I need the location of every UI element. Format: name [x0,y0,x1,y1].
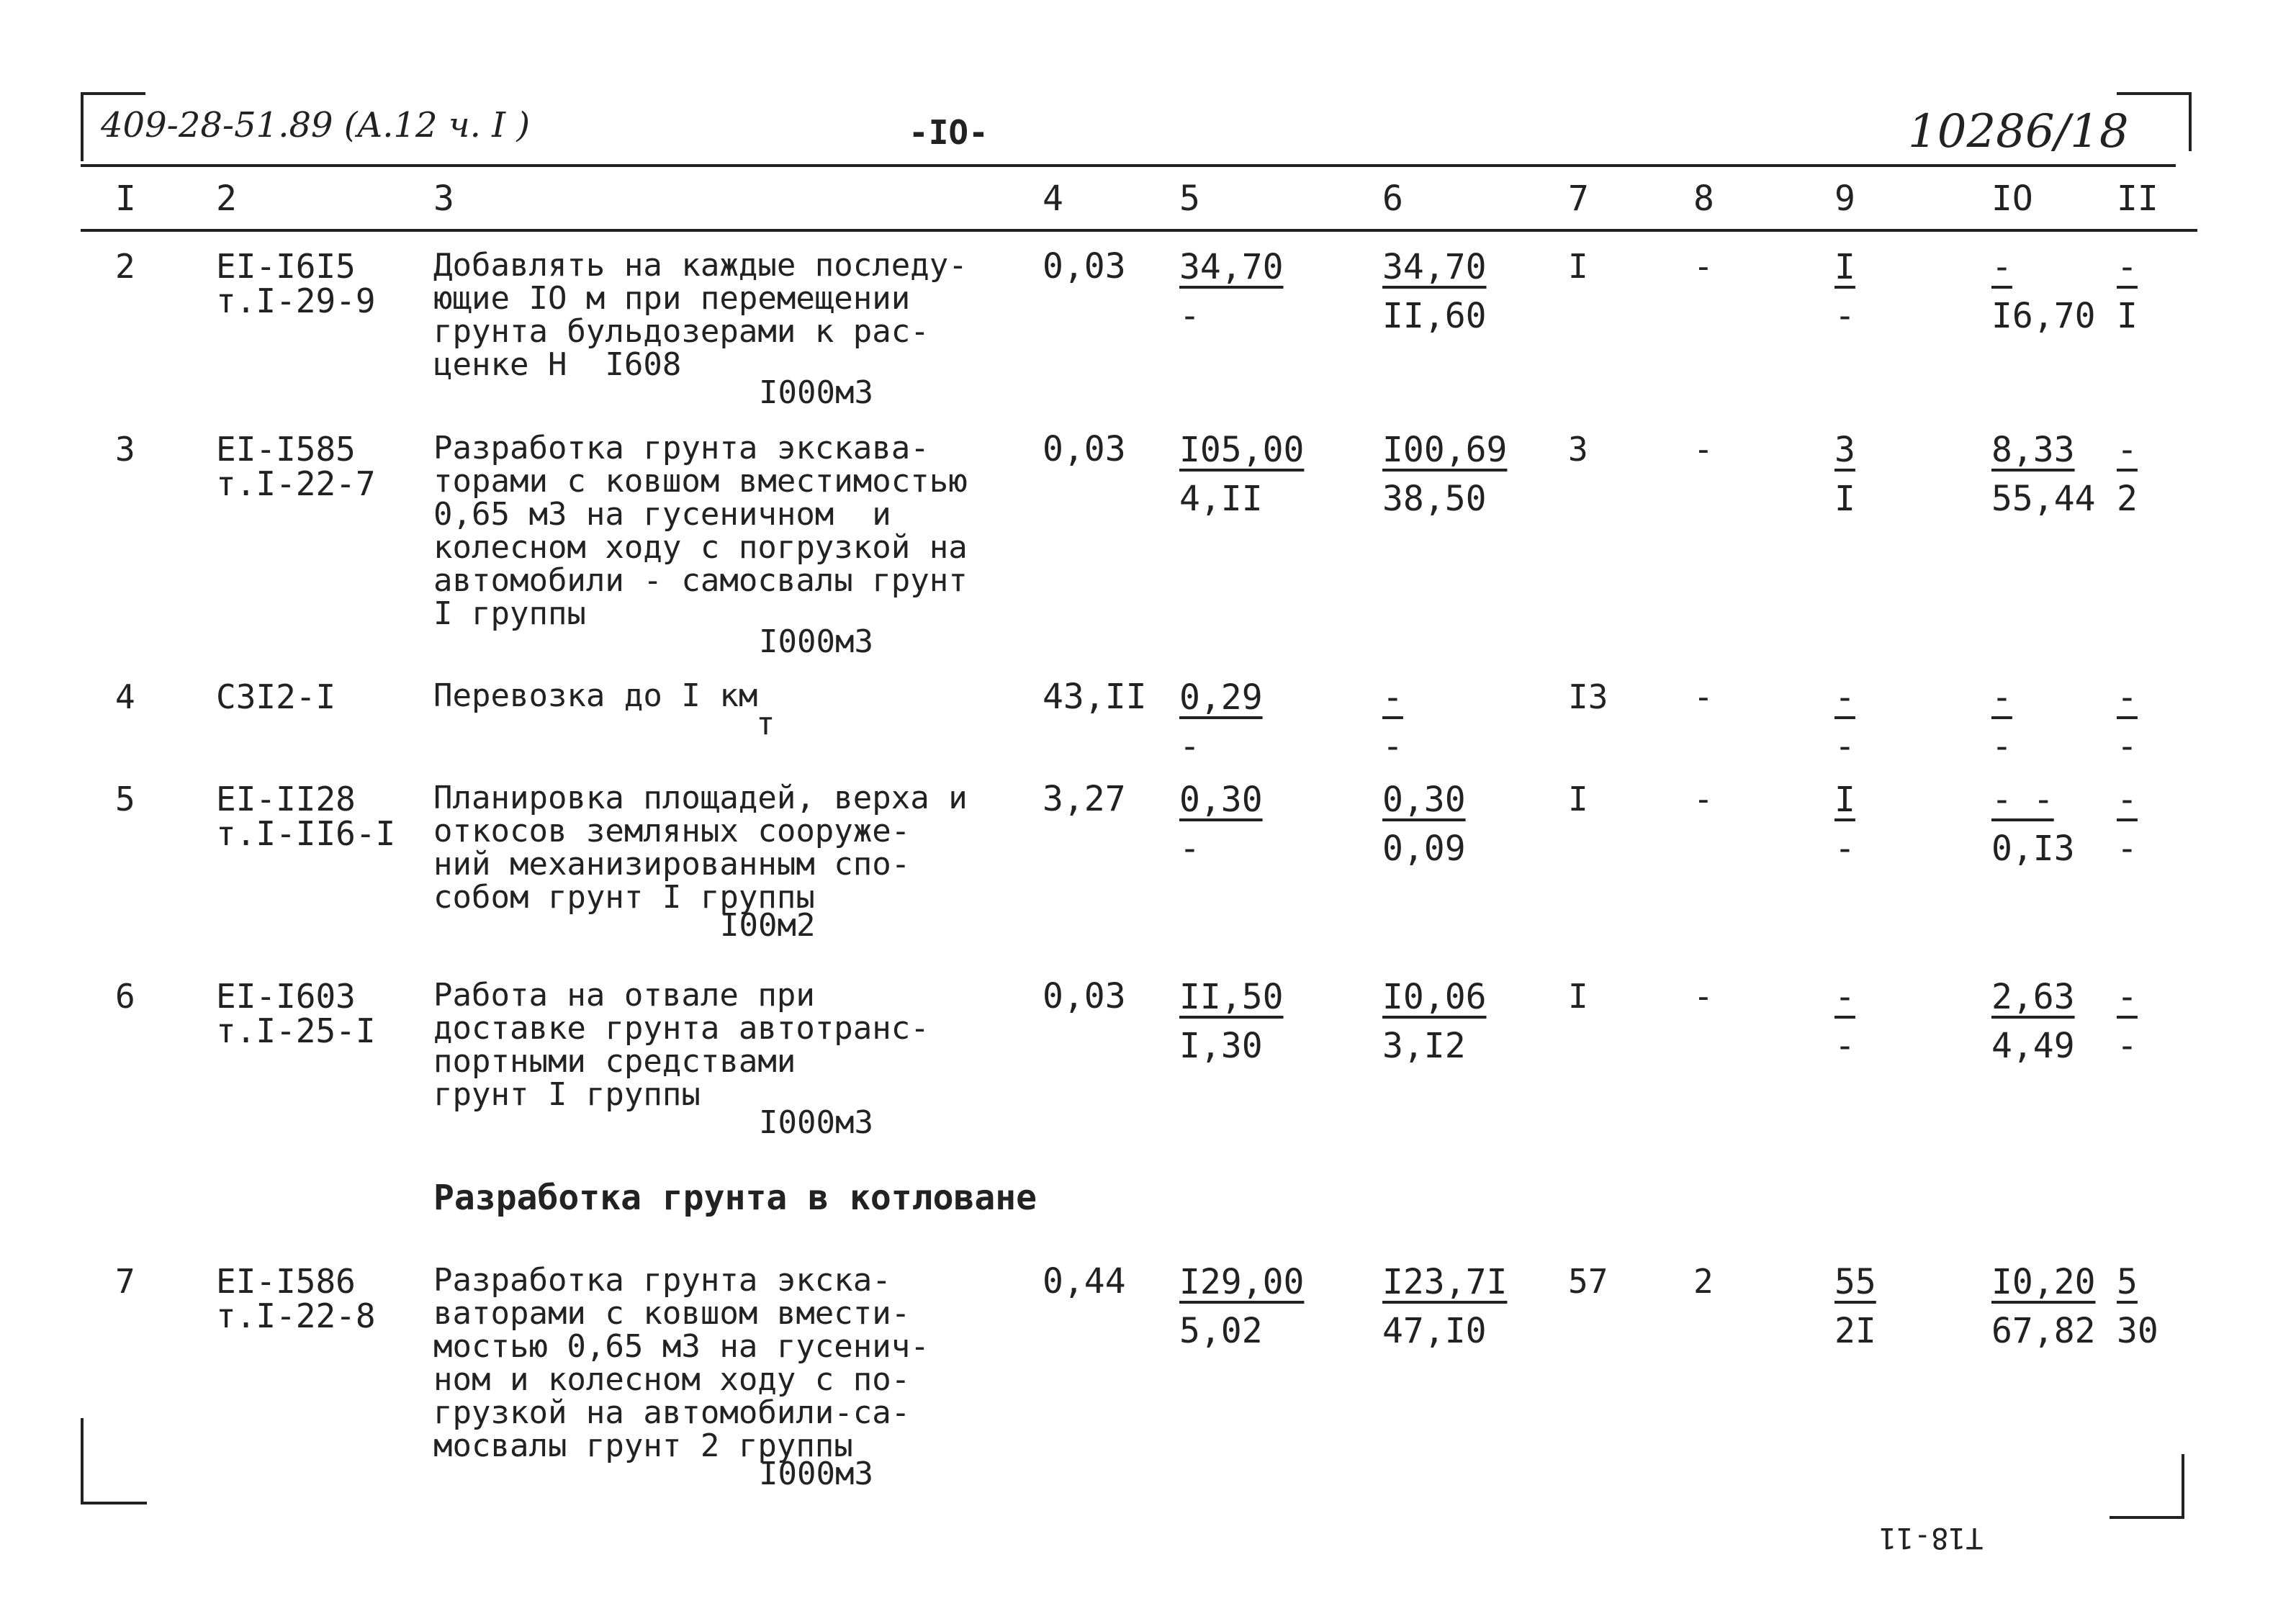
fraction-numerator: - [2117,430,2138,470]
row-number: 7 [115,1262,135,1301]
fraction-denominator: 0,I3 [1991,829,2075,869]
machinists-count: - [1693,977,1714,1016]
column-header: 8 [1693,179,1714,219]
quantity: 0,03 [1043,976,1126,1016]
work-description: грунта бульдозерами к рас- [433,313,929,350]
work-description: мостью 0,65 м3 на гусенич- [433,1328,929,1365]
norm-code: т.I-II6-I [216,814,396,853]
table-header-rule [81,229,2197,232]
column-header: IO [1991,179,2033,219]
work-description: ваторами с ковшом вмести- [433,1295,911,1332]
work-description: торами с ковшом вместимостью [433,463,968,500]
work-description: ний механизированным спо- [433,846,911,883]
norm-code: т.I-22-8 [216,1296,376,1335]
quantity: 0,03 [1043,246,1126,287]
fraction-numerator: I29,00 [1179,1262,1305,1302]
fraction-numerator: 0,30 [1382,780,1466,820]
work-description: Разработка грунта экска- [433,1262,891,1299]
fraction-numerator: 3 [1834,430,1855,470]
unit-of-measure: I000м3 [759,1104,873,1141]
fraction-numerator: - [1991,677,2012,718]
column-header: 3 [433,179,454,219]
fraction-numerator: 55 [1834,1262,1876,1302]
fraction-denominator: - [1991,726,2012,767]
fraction-denominator: - [1834,726,1855,767]
fraction-denominator: - [1179,829,1200,869]
fraction-denominator: 38,50 [1382,479,1487,519]
unit-of-measure: I000м3 [759,374,873,411]
fraction-denominator: 4,49 [1991,1026,2075,1066]
fraction-numerator: I05,00 [1179,430,1305,470]
frame-corner-bottom-right-h [2110,1516,2184,1519]
machinists-count: - [1693,677,1714,716]
work-description: колесном ходу с погрузкой на [433,529,968,566]
column-header: 5 [1179,179,1200,219]
machinists-count: - [1693,430,1714,469]
fraction-numerator: 8,33 [1991,430,2075,470]
fraction-denominator: 47,I0 [1382,1311,1487,1351]
frame-corner-top-left [81,92,84,161]
fraction-denominator: I [2117,296,2138,336]
fraction-numerator: 5 [2117,1262,2138,1302]
work-description: Планировка площадей, верха и [433,780,968,816]
work-description: 0,65 м3 на гусеничном и [433,496,891,533]
fraction-denominator: - [1834,296,1855,336]
work-description: мосвалы грунт 2 группы [433,1427,853,1464]
workers-count: 3 [1568,430,1588,469]
frame-corner-bottom-left-h [81,1502,147,1505]
fraction-denominator: 5,02 [1179,1311,1263,1351]
norm-code: EI-I603 [216,977,356,1016]
frame-corner-bottom-right [2182,1454,2184,1519]
fraction-denominator: 0,09 [1382,829,1466,869]
column-header: I [115,179,136,219]
column-header: 7 [1568,179,1589,219]
quantity: 0,03 [1043,429,1126,469]
fraction-denominator: - [1382,726,1403,767]
workers-count: I [1568,780,1588,818]
row-number: 4 [115,677,135,716]
fraction-denominator: I,30 [1179,1026,1263,1066]
document-code: 409-28-51.89 (A.12 ч. I ) [101,105,531,145]
frame-corner-top-right-h [2117,92,2189,95]
workers-count: I [1568,977,1588,1016]
unit-of-measure: I00м2 [720,907,816,944]
fraction-denominator: 30 [2117,1311,2158,1351]
unit-of-measure: т [756,705,775,742]
fraction-numerator: - [2117,780,2138,820]
work-description: доставке грунта автотранс- [433,1010,929,1047]
fraction-numerator: - [1834,677,1855,718]
workers-count: 57 [1568,1262,1608,1301]
unit-of-measure: I000м3 [759,1456,873,1492]
fraction-denominator: 2 [2117,479,2138,519]
row-number: 2 [115,247,135,286]
fraction-denominator: I6,70 [1991,296,2096,336]
column-header: 6 [1382,179,1403,219]
fraction-denominator: - [1834,829,1855,869]
fraction-denominator: 3,I2 [1382,1026,1466,1066]
fraction-denominator: - [2117,726,2138,767]
fraction-denominator: 2I [1834,1311,1876,1351]
norm-code: т.I-22-7 [216,464,376,503]
fraction-denominator: 67,82 [1991,1311,2096,1351]
unit-of-measure: I000м3 [759,623,873,660]
fraction-denominator: - [2117,1026,2138,1066]
section-heading: Разработка грунта в котловане [433,1178,1037,1218]
fraction-numerator: I00,69 [1382,430,1508,470]
fraction-numerator: - [1834,977,1855,1017]
table-top-rule [81,164,2176,167]
sheet-reference: 10286/18 [1908,105,2129,158]
work-description: откосов земляных сооруже- [433,813,911,849]
fraction-denominator: - [1179,726,1200,767]
fraction-numerator: 0,29 [1179,677,1263,718]
machinists-count: - [1693,247,1714,286]
norm-code: EI-I6I5 [216,247,356,286]
fraction-numerator: I0,06 [1382,977,1487,1017]
fraction-numerator: - [2117,247,2138,287]
quantity: 43,II [1043,677,1147,717]
column-header: 4 [1043,179,1063,219]
fraction-numerator: 0,30 [1179,780,1263,820]
work-description: грунт I группы [433,1076,701,1113]
fraction-numerator: I [1834,247,1855,287]
quantity: 0,44 [1043,1261,1126,1302]
frame-corner-top-right [2189,92,2192,151]
norm-code: т.I-25-I [216,1011,376,1050]
fraction-numerator: - - [1991,780,2054,820]
fraction-numerator: - [2117,677,2138,718]
work-description: ном и колесном ходу с по- [433,1361,911,1398]
quantity: 3,27 [1043,779,1126,819]
row-number: 3 [115,430,135,469]
fraction-numerator: 34,70 [1382,247,1487,287]
fraction-denominator: - [1179,296,1200,336]
fraction-denominator: 4,II [1179,479,1263,519]
workers-count: I3 [1568,677,1608,716]
frame-corner-bottom-left [81,1418,84,1505]
norm-code: EI-I585 [216,430,356,469]
fraction-numerator: - [2117,977,2138,1017]
page-number: -IO- [909,113,989,152]
workers-count: I [1568,247,1588,286]
norm-code: C3I2-I [216,677,336,716]
work-description: I группы [433,595,586,632]
column-header: II [2117,179,2158,219]
fraction-denominator: II,60 [1382,296,1487,336]
fraction-denominator: I [1834,479,1855,519]
work-description: Работа на отвале при [433,977,815,1014]
fraction-denominator: - [2117,829,2138,869]
fraction-numerator: 34,70 [1179,247,1284,287]
row-number: 5 [115,780,135,818]
work-description: собом грунт I группы [433,879,815,916]
row-number: 6 [115,977,135,1016]
norm-code: т.I-29-9 [216,281,376,320]
work-description: Перевозка до I км [433,677,758,714]
machinists-count: - [1693,780,1714,818]
column-header: 2 [216,179,237,219]
fraction-denominator: 55,44 [1991,479,2096,519]
frame-corner-top-left-h [81,92,145,95]
fraction-numerator: - [1991,247,2012,287]
machinists-count: 2 [1693,1262,1714,1301]
work-description: грузкой на автомобили-са- [433,1394,911,1431]
fraction-numerator: I0,20 [1991,1262,2096,1302]
work-description: ющие IO м при перемещении [433,280,911,317]
norm-code: EI-I586 [216,1262,356,1301]
column-header: 9 [1834,179,1855,219]
footer-code: T18-11 [1879,1521,1984,1554]
work-description: Разработка грунта экскава- [433,430,929,466]
fraction-numerator: I23,7I [1382,1262,1508,1302]
fraction-denominator: - [1834,1026,1855,1066]
fraction-numerator: 2,63 [1991,977,2075,1017]
fraction-numerator: - [1382,677,1403,718]
work-description: ценке Н I608 [433,346,682,383]
fraction-numerator: II,50 [1179,977,1284,1017]
work-description: Добавлять на каждые последу- [433,247,968,284]
norm-code: EI-II28 [216,780,356,818]
fraction-numerator: I [1834,780,1855,820]
work-description: портными средствами [433,1043,796,1080]
work-description: автомобили - самосвалы грунт [433,562,968,599]
